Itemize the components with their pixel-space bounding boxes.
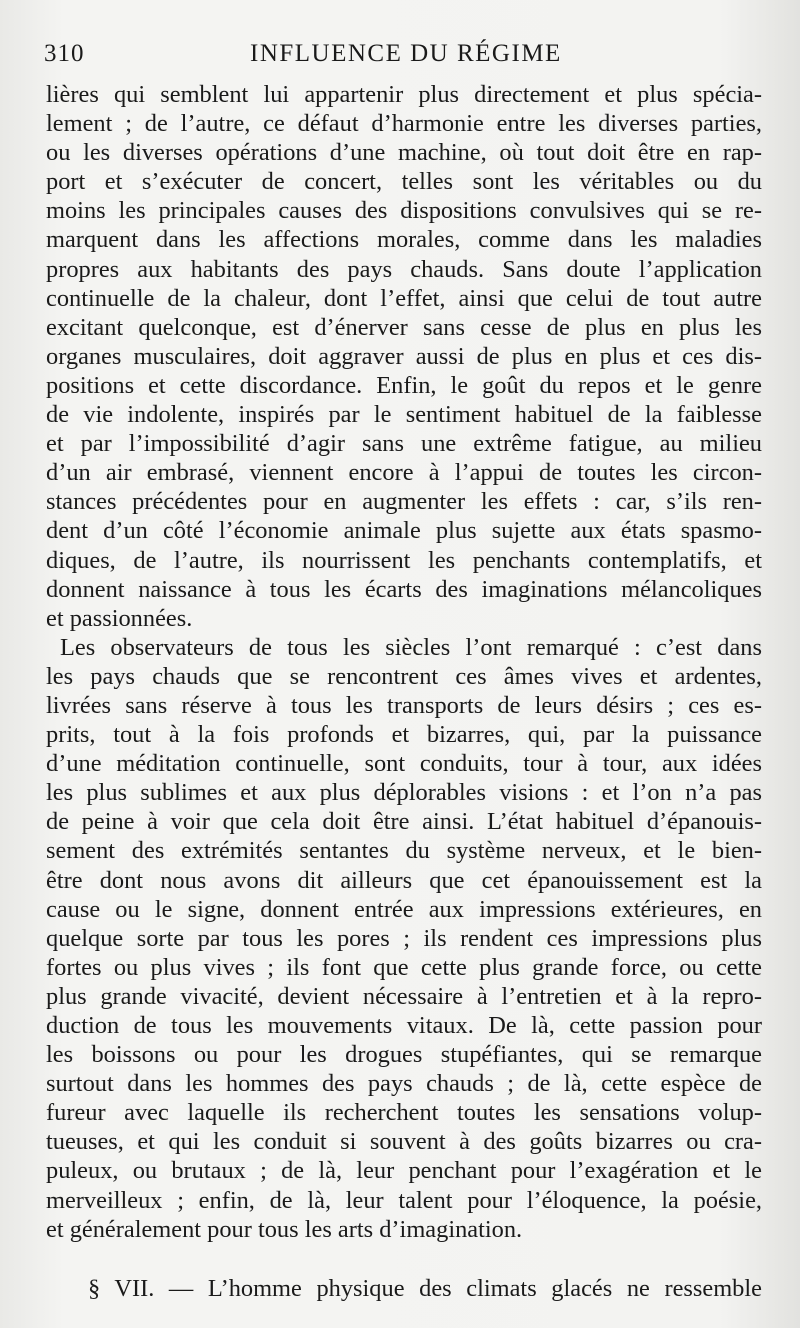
text-line: lement ; de l’autre, ce défaut d’harmonie entre les diverses parties, [46,110,762,138]
text-line: plus grande vivacité, devient nécessaire à l’entretien et à la repro- [46,982,762,1010]
text-line: marquent dans les affections morales, comme dans les maladies [46,226,762,254]
text-line: d’une méditation continuelle, sont conduits, tour à tour, aux idées [46,750,762,778]
section-number: § VII. [88,1274,155,1302]
text-line: donnent naissance à tous les écarts des imaginations mélancoliques [46,575,762,603]
text-line: diques, de l’autre, ils nourrissent les penchants contemplatifs, et [46,546,762,574]
text-line: fureur avec laquelle ils recherchent toutes les sensations volup- [46,1099,762,1127]
text-line: surtout dans les hommes des pays chauds ; de là, cette espèce de [46,1070,762,1098]
text-line: merveilleux ; enfin, de là, leur talent pour l’éloquence, la poésie, [46,1186,762,1214]
text-line: sement des extrémités sentantes du système nerveux, et le bien- [46,837,762,865]
text-line: de peine à voir que cela doit être ainsi. L’état habituel d’épanouis- [46,808,762,836]
body-text [46,80,762,1303]
page-header [44,40,760,74]
text-line: les boissons ou pour les drogues stupéfiantes, qui se remarque [46,1041,762,1069]
text-line: ou les diverses opérations d’une machine, où tout doit être en rap- [46,139,762,167]
paragraph-2 [46,633,762,1244]
text-line: et par l’impossibilité d’agir sans une extrême fatigue, au milieu [46,430,762,458]
text-line: fortes ou plus vives ; ils font que cette plus grande force, ou cette [46,953,762,981]
text-line: excitant quelconque, est d’énerver sans cesse de plus en plus les [46,313,762,341]
text-line: quelque sorte par tous les pores ; ils rendent ces impressions plus [46,924,762,952]
text-line: de vie indolente, inspirés par le sentiment habituel de la faiblesse [46,401,762,429]
text-line: tueuses, et qui les conduit si souvent à des goûts bizarres ou cra- [46,1128,762,1156]
paragraph-1 [46,80,762,633]
text-line: positions et cette discordance. Enfin, le goût du repos et le genre [46,371,762,399]
text-line: moins les principales causes des dispositions convulsives qui se re- [46,197,762,225]
text-line: propres aux habitants des pays chauds. Sans doute l’application [46,255,762,283]
text-line: et passionnées. [46,604,193,632]
text-line: prits, tout à la fois profonds et bizarres, qui, par la puissance [46,721,762,749]
section-spacer [46,1244,762,1274]
text-line: port et s’exécuter de concert, telles sont les véritables ou du [46,168,762,196]
text-line: organes musculaires, doit aggraver aussi de plus en plus et ces dis- [46,342,762,370]
page-number: 310 [44,40,85,67]
text-line: livrées sans réserve à tous les transports de leurs désirs ; ces es- [46,691,762,719]
text-line: les plus sublimes et aux plus déplorables visions : et l’on n’a pas [46,779,762,807]
section-heading-line [46,1274,762,1303]
text-line: stances précédentes pour en augmenter les effets : car, s’ils ren- [46,488,762,516]
running-head: INFLUENCE DU RÉGIME [250,40,562,67]
section-text: — L’homme physique des climats glacés ne ressemble [168,1274,762,1302]
text-line: les pays chauds que se rencontrent ces âmes vives et ardentes, [46,662,762,690]
text-line: continuelle de la chaleur, dont l’effet, ainsi que celui de tout autre [46,284,762,312]
text-line: Les observateurs de tous les siècles l’ont remarqué : c’est dans [60,633,762,661]
text-line: être dont nous avons dit ailleurs que cet épanouissement est la [46,866,762,894]
text-line: lières qui semblent lui appartenir plus directement et plus spécia- [46,81,762,108]
text-line: puleux, ou brutaux ; de là, leur penchant pour l’exagération et le [46,1157,762,1185]
text-line: cause ou le signe, donnent entrée aux impressions extérieures, en [46,895,762,923]
text-line: duction de tous les mouvements vitaux. De là, cette passion pour [46,1012,762,1039]
text-line: et généralement pour tous les arts d’imagination. [46,1215,523,1243]
text-line: d’un air embrasé, viennent encore à l’appui de toutes les circon- [46,459,762,487]
text-line: dent d’un côté l’économie animale plus sujette aux états spasmo- [46,517,762,545]
